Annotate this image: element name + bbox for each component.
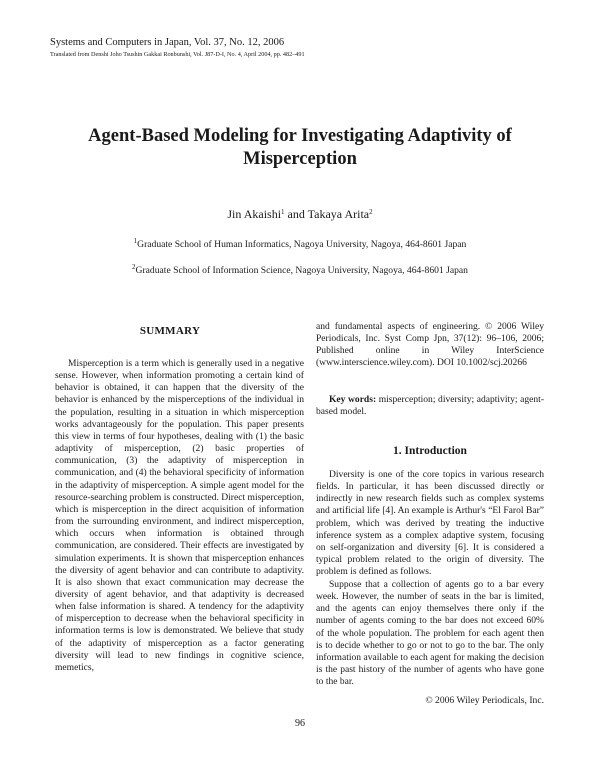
- page-number: 96: [295, 718, 305, 729]
- affiliation-2-mark: 2: [132, 263, 136, 271]
- summary-heading: SUMMARY: [139, 325, 201, 337]
- introduction-heading: 1. Introduction: [393, 445, 467, 457]
- journal-citation: Systems and Computers in Japan, Vol. 37, No. 12, 2006: [50, 37, 285, 48]
- affiliation-2: [50, 265, 550, 276]
- affiliation-1-mark: 1: [133, 237, 138, 245]
- affiliation-1: [50, 239, 550, 250]
- author-2: Takaya Arita: [307, 207, 370, 221]
- author-list: [50, 207, 550, 222]
- affiliation-2-text: Graduate School of Information Science, Nagoya University, Nagoya, 464-8601 Japan: [135, 265, 468, 276]
- affiliation-1-text: Graduate School of Human Informatics, Nagoya University, Nagoya, 464-8601 Japan: [137, 239, 467, 250]
- author-2-affiliation-mark: 2: [369, 208, 373, 216]
- keywords-label: Key words:: [329, 394, 377, 405]
- author-separator: and: [284, 207, 308, 221]
- introduction-paragraph-1: Diversity is one of the core topics in various research fields. In particular, it has been discussed directly or indirectly in new research fields such as complex systems and artificial life [4]. An example is Arthur's “El Farol Bar” problem, which was derived by treating the inductive inference system as a complex adaptive system, focusing on self-organization and diversity [6]. It is considered a typical problem related to the origin of diversity. The problem is defined as follows.: [316, 469, 544, 578]
- summary-body: Misperception is a term which is generally used in a negative sense. However, when information promoting a certain kind of behavior is obtained, it can happen that the diversity of the behavior is enhanced by the misperceptions of the individual in the population, resulting in a situation in which misperception works advantageously for the population. This paper presents this view in terms of four hypotheses, dealing with (1) the basic adaptivity of misperception, (2) basic properties of communication, (3) the adaptivity of misperception in communication, and (4) the behavioral specificity of information in the adaptivity of misperception. A simple agent model for the resource-searching problem is constructed. Direct misperception, which is misperception in the direct acquisition of information from the surrounding environment, and indirect misperception, which occurs when information is obtained through communication, are considered. Their effects are investigated by simulation experiments. It is shown that misperception enhances the diversity of agent behavior and can contribute to adaptivity. It is also shown that exact communication may decrease the diversity of agent behavior, and that adaptivity is decreased when false information is shared. A tendency for the adaptivity of misperception to decrease when the behavioral specificity in information terms is low is demonstrated. We believe that study of the adaptivity of misperception as a factor generating diversity will lead to new findings in cognitive science, memetics,: [55, 358, 304, 673]
- author-1-affiliation-mark: 1: [281, 208, 285, 216]
- copyright-notice: © 2006 Wiley Periodicals, Inc.: [425, 695, 544, 706]
- keywords-text: misperception; diversity; adaptivity; agent-based model.: [316, 394, 544, 418]
- paper-title: [50, 125, 550, 171]
- translation-note: Translated from Denshi Joho Tsushin Gakkai Ronbunshi, Vol. J87-D-I, No. 4, April 2004, pp. 482–491: [50, 51, 305, 58]
- introduction-paragraph-2: Suppose that a collection of agents go to a bar every week. However, the number of seats in the bar is limited, and the agents can enjoy themselves there only if the number of agents coming to the bar does not exceed 60% of the whole population. The problem for each agent then is to decide whether to go or not to go to the bar. The only information available to each agent for making the decision is the past history of the number of agents who have gone to the bar.: [316, 579, 544, 688]
- title-line-2: Misperception: [243, 149, 357, 169]
- summary-continuation: and fundamental aspects of engineering. © 2006 Wiley Periodicals, Inc. Syst Comp Jpn, 37(12): 96–106, 2006; Published online in Wiley InterScience (www.interscience.wiley.com). DOI 10.1002/scj.20266: [316, 321, 544, 369]
- author-1: Jin Akaishi: [227, 207, 282, 221]
- keywords: [316, 394, 544, 418]
- title-line-1: Agent-Based Modeling for Investigating Adaptivity of: [88, 126, 512, 146]
